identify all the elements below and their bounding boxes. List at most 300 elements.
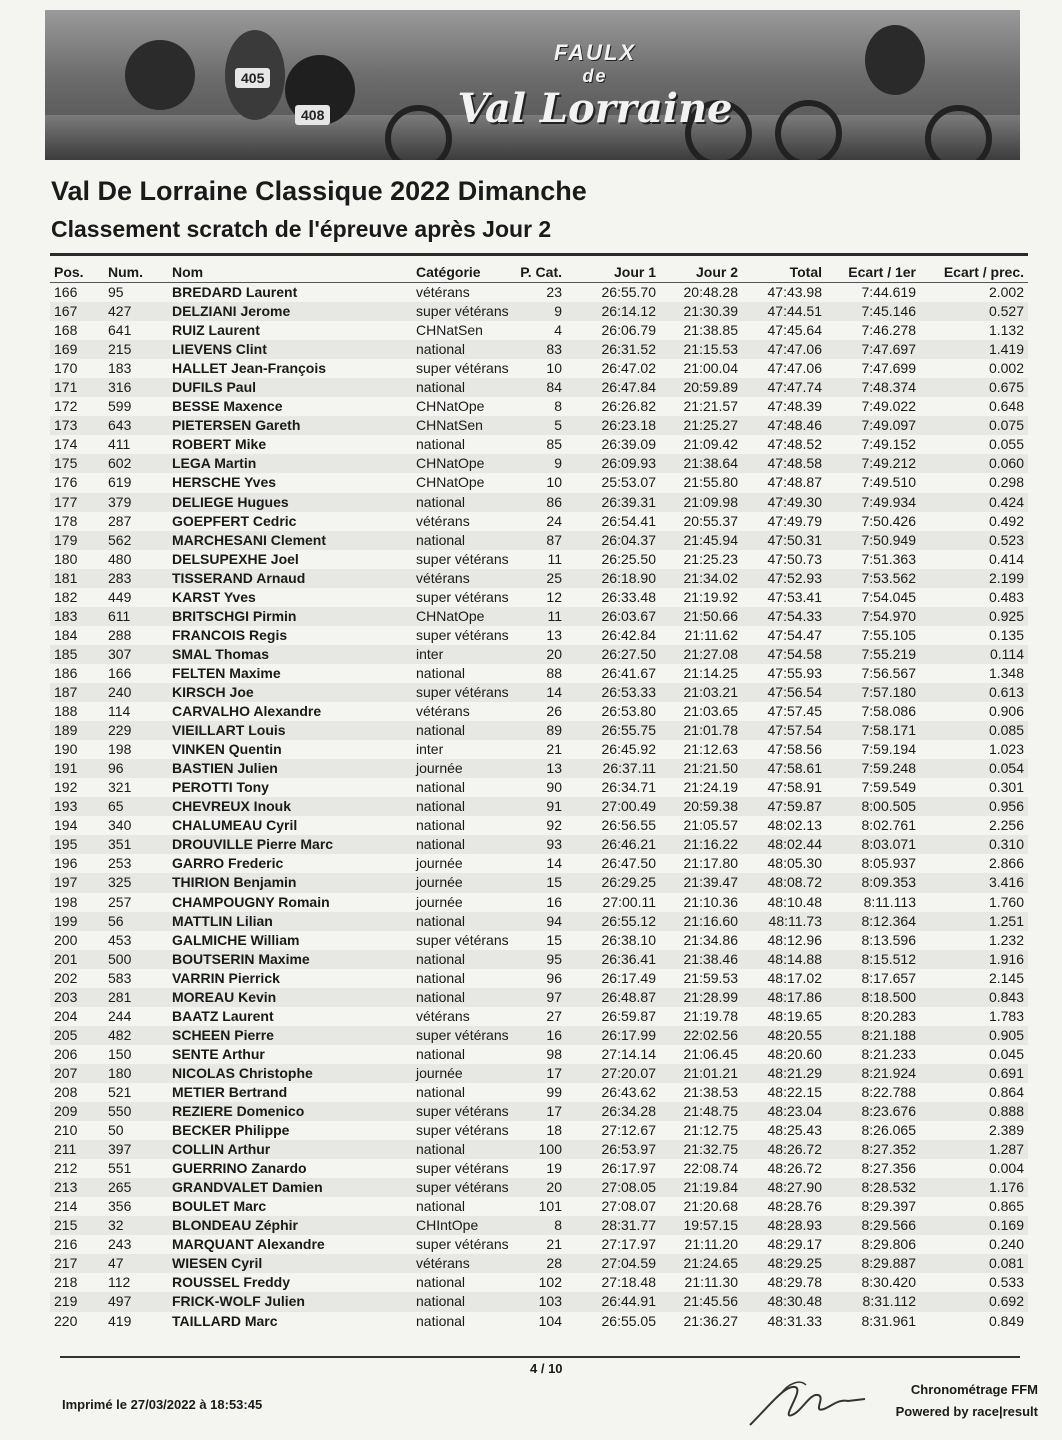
row-ecart1: 7:54.970 [861, 607, 916, 624]
row-num: 288 [108, 626, 132, 643]
table-row [50, 321, 1028, 340]
row-categorie: national [416, 798, 466, 815]
row-categorie: super vétérans [416, 1160, 509, 1177]
row-pcat: 14 [546, 855, 562, 872]
row-pos: 201 [54, 950, 78, 967]
row-jour2: 21:55.80 [683, 474, 738, 491]
row-categorie: super vétérans [416, 1103, 509, 1120]
row-ecart1: 8:29.397 [861, 1198, 916, 1215]
row-jour2: 21:17.80 [683, 855, 738, 872]
row-nom: FELTEN Maxime [172, 664, 281, 681]
row-pcat: 8 [554, 398, 562, 415]
table-row [50, 931, 1028, 950]
row-categorie: national [416, 969, 466, 986]
row-total: 47:50.73 [767, 550, 822, 567]
row-categorie: super vétérans [416, 588, 509, 605]
row-total: 48:20.60 [767, 1045, 822, 1062]
row-ecartprec: 2.389 [988, 1122, 1024, 1139]
table-row [50, 1083, 1028, 1102]
row-pcat: 20 [546, 1179, 562, 1196]
table-row [50, 1026, 1028, 1045]
row-categorie: national [416, 1293, 466, 1310]
row-total: 48:26.72 [767, 1141, 822, 1158]
row-ecartprec: 0.492 [988, 512, 1024, 529]
row-ecartprec: 0.004 [988, 1160, 1024, 1177]
row-nom: MOREAU Kevin [172, 988, 277, 1005]
row-ecartprec: 1.287 [988, 1141, 1024, 1158]
row-pcat: 92 [546, 817, 562, 834]
row-ecartprec: 1.023 [988, 741, 1024, 758]
row-nom: BRITSCHGI Pirmin [172, 607, 297, 624]
row-pcat: 98 [546, 1045, 562, 1062]
row-categorie: CHNatSen [416, 322, 483, 339]
row-pos: 181 [54, 569, 78, 586]
row-ecart1: 8:27.352 [861, 1141, 916, 1158]
footer-divider [60, 1356, 1020, 1358]
row-total: 47:53.41 [767, 588, 822, 605]
row-total: 48:05.30 [767, 855, 822, 872]
row-jour2: 21:39.47 [683, 874, 738, 891]
row-nom: VINKEN Quentin [172, 741, 282, 758]
row-nom: CHAMPOUGNY Romain [172, 893, 330, 910]
row-ecartprec: 0.075 [988, 417, 1024, 434]
row-pos: 209 [54, 1103, 78, 1120]
row-jour2: 21:09.98 [683, 493, 738, 510]
row-num: 521 [108, 1083, 132, 1100]
table-row [50, 416, 1028, 435]
row-total: 47:56.54 [767, 683, 822, 700]
row-pos: 174 [54, 436, 78, 453]
row-pcat: 13 [546, 760, 562, 777]
row-num: 449 [108, 588, 132, 605]
row-jour1: 26:45.92 [601, 741, 656, 758]
row-nom: KARST Yves [172, 588, 256, 605]
row-total: 48:26.72 [767, 1160, 822, 1177]
row-pos: 191 [54, 760, 78, 777]
row-nom: MARQUANT Alexandre [172, 1236, 325, 1253]
row-pos: 168 [54, 322, 78, 339]
table-row [50, 835, 1028, 854]
col-ecart1: Ecart / 1er [848, 264, 916, 280]
row-ecart1: 8:21.188 [861, 1026, 916, 1043]
row-pos: 194 [54, 817, 78, 834]
row-ecart1: 8:26.065 [861, 1122, 916, 1139]
row-total: 48:02.44 [767, 836, 822, 853]
row-total: 47:44.51 [767, 303, 822, 320]
row-nom: HERSCHE Yves [172, 474, 277, 491]
row-num: 65 [108, 798, 124, 815]
row-pcat: 18 [546, 1122, 562, 1139]
row-num: 562 [108, 531, 132, 548]
row-jour2: 21:34.86 [683, 931, 738, 948]
table-row [50, 1197, 1028, 1216]
row-ecartprec: 2.145 [988, 969, 1024, 986]
row-num: 551 [108, 1160, 132, 1177]
table-header [50, 261, 1028, 283]
row-ecartprec: 0.135 [988, 626, 1024, 643]
row-ecartprec: 0.613 [988, 683, 1024, 700]
row-jour1: 26:17.49 [601, 969, 656, 986]
row-num: 643 [108, 417, 132, 434]
row-pos: 177 [54, 493, 78, 510]
row-jour2: 21:19.92 [683, 588, 738, 605]
row-total: 48:28.76 [767, 1198, 822, 1215]
row-num: 453 [108, 931, 132, 948]
table-row [50, 1159, 1028, 1178]
row-nom: KIRSCH Joe [172, 683, 254, 700]
row-ecart1: 7:56.567 [861, 664, 916, 681]
row-num: 411 [108, 436, 131, 453]
row-ecartprec: 1.132 [988, 322, 1024, 339]
table-row [50, 1273, 1028, 1292]
row-categorie: national [416, 1198, 466, 1215]
row-jour2: 21:38.46 [683, 950, 738, 967]
table-row [50, 359, 1028, 378]
row-jour1: 27:12.67 [601, 1122, 656, 1139]
table-row [50, 797, 1028, 816]
row-nom: CHALUMEAU Cyril [172, 817, 298, 834]
row-nom: METIER Bertrand [172, 1083, 288, 1100]
row-jour1: 26:53.97 [601, 1141, 656, 1158]
table-row [50, 759, 1028, 778]
row-ecart1: 8:00.505 [861, 798, 916, 815]
row-categorie: national [416, 1141, 466, 1158]
row-jour1: 27:14.14 [601, 1045, 656, 1062]
row-num: 243 [108, 1236, 132, 1253]
row-total: 47:48.46 [767, 417, 822, 434]
row-ecartprec: 1.760 [988, 893, 1024, 910]
row-pos: 170 [54, 360, 78, 377]
row-ecartprec: 0.692 [988, 1293, 1024, 1310]
row-categorie: vétérans [416, 1007, 470, 1024]
row-jour2: 21:48.75 [683, 1103, 738, 1120]
logo-line2: Val Lorraine [457, 85, 733, 132]
col-total: Total [789, 264, 822, 280]
row-total: 47:57.54 [767, 722, 822, 739]
row-nom: BAATZ Laurent [172, 1007, 274, 1024]
row-ecart1: 8:21.233 [861, 1045, 916, 1062]
row-pos: 200 [54, 931, 78, 948]
row-pcat: 11 [547, 550, 562, 567]
row-num: 500 [108, 950, 132, 967]
row-jour1: 26:26.82 [601, 398, 656, 415]
row-jour1: 26:39.09 [601, 436, 656, 453]
row-jour2: 21:28.99 [683, 988, 738, 1005]
row-pos: 192 [54, 779, 78, 796]
table-row [50, 950, 1028, 969]
row-jour2: 21:50.66 [683, 607, 738, 624]
row-jour1: 26:53.33 [601, 683, 656, 700]
row-jour2: 21:09.42 [683, 436, 738, 453]
row-jour1: 26:54.41 [601, 512, 656, 529]
motorbike-wheel [775, 100, 842, 160]
row-jour2: 21:34.02 [683, 569, 738, 586]
row-categorie: journée [416, 874, 463, 891]
row-ecartprec: 0.533 [988, 1274, 1024, 1291]
row-pos: 203 [54, 988, 78, 1005]
table-row [50, 1216, 1028, 1235]
row-num: 351 [108, 836, 132, 853]
row-categorie: super vétérans [416, 1236, 509, 1253]
row-num: 95 [108, 284, 124, 300]
table-row [50, 1312, 1028, 1331]
row-pcat: 84 [546, 379, 562, 396]
table-row [50, 302, 1028, 321]
bib-number: 405 [235, 68, 270, 88]
row-ecartprec: 0.691 [988, 1064, 1024, 1081]
row-nom: WIESEN Cyril [172, 1255, 263, 1272]
row-pcat: 21 [546, 741, 562, 758]
row-jour2: 21:16.60 [683, 912, 738, 929]
row-jour1: 26:36.41 [601, 950, 656, 967]
row-ecartprec: 0.483 [988, 588, 1024, 605]
table-row [50, 454, 1028, 473]
row-pos: 184 [54, 626, 78, 643]
row-jour1: 26:23.18 [601, 417, 656, 434]
row-num: 307 [108, 645, 132, 662]
row-ecart1: 8:29.566 [861, 1217, 916, 1234]
row-jour2: 21:11.20 [684, 1236, 738, 1253]
row-categorie: journée [416, 1064, 463, 1081]
row-ecartprec: 0.169 [988, 1217, 1024, 1234]
row-pcat: 23 [546, 284, 562, 300]
col-pos: Pos. [54, 264, 84, 280]
row-ecartprec: 0.055 [988, 436, 1024, 453]
table-row [50, 1064, 1028, 1083]
row-pcat: 11 [547, 607, 562, 624]
row-jour2: 21:03.21 [683, 683, 738, 700]
row-jour2: 21:36.27 [683, 1312, 738, 1329]
table-row [50, 435, 1028, 454]
row-total: 48:20.55 [767, 1026, 822, 1043]
row-jour2: 21:21.57 [683, 398, 738, 415]
row-categorie: national [416, 1083, 466, 1100]
row-num: 583 [108, 969, 132, 986]
row-jour1: 26:33.48 [601, 588, 656, 605]
row-jour2: 21:15.53 [683, 341, 738, 358]
row-categorie: super vétérans [416, 360, 509, 377]
row-ecart1: 8:20.283 [861, 1007, 916, 1024]
row-total: 47:49.79 [767, 512, 822, 529]
row-ecartprec: 2.256 [988, 817, 1024, 834]
row-pos: 171 [54, 379, 78, 396]
row-jour1: 25:53.07 [601, 474, 656, 491]
rider-silhouette [865, 25, 925, 95]
row-num: 340 [108, 817, 132, 834]
row-jour1: 27:08.07 [601, 1198, 656, 1215]
row-pos: 206 [54, 1045, 78, 1062]
table-row [50, 1235, 1028, 1254]
row-jour1: 26:55.12 [601, 912, 656, 929]
row-pcat: 103 [538, 1293, 562, 1310]
row-pos: 182 [54, 588, 78, 605]
row-jour2: 21:12.75 [683, 1122, 738, 1139]
row-nom: VIEILLART Louis [172, 722, 286, 739]
row-pcat: 17 [546, 1103, 562, 1120]
row-total: 48:23.04 [767, 1103, 822, 1120]
row-nom: DELIEGE Hugues [172, 493, 289, 510]
table-row [50, 531, 1028, 550]
row-nom: NICOLAS Christophe [172, 1064, 313, 1081]
row-jour1: 26:53.80 [601, 703, 656, 720]
row-jour1: 26:48.87 [601, 988, 656, 1005]
row-ecart1: 8:23.676 [861, 1103, 916, 1120]
row-num: 265 [108, 1179, 132, 1196]
row-nom: DUFILS Paul [172, 379, 257, 396]
row-jour1: 26:31.52 [601, 341, 656, 358]
row-categorie: super vétérans [416, 550, 509, 567]
row-ecart1: 7:59.194 [861, 741, 916, 758]
rider-silhouette [125, 40, 195, 110]
row-jour1: 27:08.05 [601, 1179, 656, 1196]
row-num: 180 [108, 1064, 132, 1081]
row-nom: LEGA Martin [172, 455, 257, 472]
row-jour1: 27:20.07 [601, 1064, 656, 1081]
row-total: 47:49.30 [767, 493, 822, 510]
row-nom: GOEPFERT Cedric [172, 512, 297, 529]
row-jour2: 21:01.21 [683, 1064, 738, 1081]
row-total: 48:10.48 [767, 893, 822, 910]
row-ecartprec: 0.310 [988, 836, 1024, 853]
row-ecart1: 8:29.806 [861, 1236, 916, 1253]
row-ecartprec: 0.906 [988, 703, 1024, 720]
row-jour2: 20:48.28 [683, 284, 738, 300]
row-pcat: 90 [546, 779, 562, 796]
table-row [50, 626, 1028, 645]
row-num: 641 [108, 322, 132, 339]
row-nom: TISSERAND Arnaud [172, 569, 306, 586]
row-nom: BREDARD Laurent [172, 284, 298, 300]
table-row [50, 397, 1028, 416]
row-nom: REZIERE Domenico [172, 1103, 305, 1120]
row-ecartprec: 1.783 [988, 1007, 1024, 1024]
row-pos: 179 [54, 531, 78, 548]
row-ecartprec: 0.045 [988, 1045, 1024, 1062]
row-nom: CARVALHO Alexandre [172, 703, 322, 720]
row-num: 253 [108, 855, 132, 872]
row-pos: 220 [54, 1312, 78, 1329]
row-ecartprec: 0.527 [988, 303, 1024, 320]
row-total: 48:25.43 [767, 1122, 822, 1139]
row-nom: GRANDVALET Damien [172, 1179, 323, 1196]
row-pcat: 85 [546, 436, 562, 453]
row-ecartprec: 1.916 [988, 950, 1024, 967]
row-pcat: 97 [546, 988, 562, 1005]
row-categorie: national [416, 379, 466, 396]
row-ecartprec: 0.925 [988, 607, 1024, 624]
row-total: 48:17.02 [767, 969, 822, 986]
table-header-divider [50, 282, 1028, 283]
row-pos: 202 [54, 969, 78, 986]
row-categorie: super vétérans [416, 1179, 509, 1196]
row-categorie: CHNatOpe [416, 398, 485, 415]
timing-credit: Chronométrage FFM [910, 1382, 1038, 1397]
table-row [50, 473, 1028, 492]
row-pos: 167 [54, 303, 78, 320]
table-row [50, 1121, 1028, 1140]
row-ecartprec: 0.864 [988, 1083, 1024, 1100]
row-total: 48:08.72 [767, 874, 822, 891]
row-pos: 185 [54, 645, 78, 662]
row-jour1: 26:18.90 [601, 569, 656, 586]
row-pcat: 9 [554, 303, 562, 320]
row-nom: DROUVILLE Pierre Marc [172, 836, 334, 853]
bib-number: 408 [295, 105, 330, 125]
motorbike-wheel [925, 105, 992, 160]
row-ecart1: 8:13.596 [861, 931, 916, 948]
row-nom: ROUSSEL Freddy [172, 1274, 290, 1291]
table-row [50, 683, 1028, 702]
row-pos: 172 [54, 398, 78, 415]
row-ecartprec: 1.176 [988, 1179, 1024, 1196]
row-jour2: 21:21.50 [683, 760, 738, 777]
row-ecartprec: 0.081 [988, 1255, 1024, 1272]
row-categorie: vétérans [416, 1255, 470, 1272]
row-total: 48:22.15 [767, 1083, 822, 1100]
row-ecart1: 7:47.697 [861, 341, 916, 358]
row-jour1: 26:34.71 [601, 779, 656, 796]
row-ecart1: 7:53.562 [861, 569, 916, 586]
row-total: 47:47.06 [767, 341, 822, 358]
row-pcat: 24 [546, 512, 562, 529]
row-num: 356 [108, 1198, 132, 1215]
row-ecartprec: 0.060 [988, 455, 1024, 472]
row-jour1: 26:17.97 [601, 1160, 656, 1177]
row-nom: VARRIN Pierrick [172, 969, 280, 986]
row-pos: 166 [54, 284, 78, 300]
row-ecart1: 7:46.278 [861, 322, 916, 339]
row-ecartprec: 0.240 [988, 1236, 1024, 1253]
row-total: 48:14.88 [767, 950, 822, 967]
row-jour1: 27:18.48 [601, 1274, 656, 1291]
row-jour2: 22:02.56 [683, 1026, 738, 1043]
row-num: 379 [108, 493, 132, 510]
powered-by: Powered by race|result [895, 1404, 1038, 1419]
row-nom: FRANCOIS Regis [172, 626, 288, 643]
row-pcat: 91 [546, 798, 562, 815]
row-jour2: 22:08.74 [683, 1160, 738, 1177]
row-ecartprec: 1.348 [988, 664, 1024, 681]
row-ecart1: 8:02.761 [861, 817, 916, 834]
row-jour1: 26:55.70 [601, 284, 656, 300]
row-pcat: 19 [546, 1160, 562, 1177]
logo-club: FAULX [553, 40, 637, 65]
row-jour2: 21:59.53 [683, 969, 738, 986]
table-row [50, 1140, 1028, 1159]
row-nom: DELZIANI Jerome [172, 303, 291, 320]
table-row [50, 816, 1028, 835]
table-row [50, 493, 1028, 512]
row-ecartprec: 0.956 [988, 798, 1024, 815]
row-ecartprec: 1.419 [988, 341, 1024, 358]
row-ecart1: 7:59.248 [861, 760, 916, 777]
row-jour2: 21:25.23 [683, 550, 738, 567]
print-date: Imprimé le 27/03/2022 à 18:53:45 [62, 1397, 263, 1412]
row-total: 47:47.06 [767, 360, 822, 377]
col-ecartprec: Ecart / prec. [943, 264, 1024, 280]
row-jour1: 26:09.93 [601, 455, 656, 472]
row-jour2: 20:59.38 [683, 798, 738, 815]
row-total: 48:30.48 [767, 1293, 822, 1310]
row-categorie: vétérans [416, 703, 470, 720]
row-jour1: 26:29.25 [601, 874, 656, 891]
row-jour2: 21:38.64 [683, 455, 738, 472]
row-pos: 214 [54, 1198, 78, 1215]
row-jour2: 19:57.15 [683, 1217, 738, 1234]
row-total: 47:48.87 [767, 474, 822, 491]
row-ecart1: 8:18.500 [861, 988, 916, 1005]
row-total: 47:57.45 [767, 703, 822, 720]
